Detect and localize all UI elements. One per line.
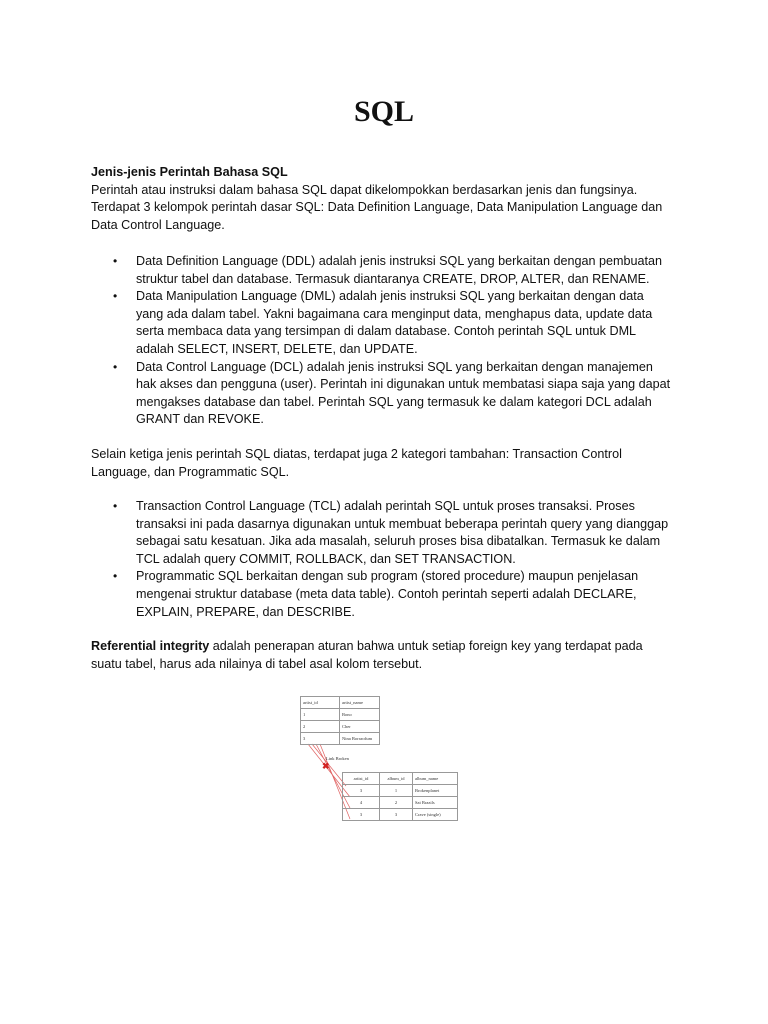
sql-types-list <box>91 253 671 429</box>
table-cell: 2 <box>380 797 413 809</box>
table-header-cell: album_id <box>380 773 413 785</box>
list-item: • Transaction Control Language (TCL) adalah perintah SQL untuk proses transaksi. Proses transaksi ini pada dasarnya digunakan untuk membuat beberapa perintah query yang dianggap sebagai satu kesatuan. Jika ada masalah, seluruh proses bisa dibatalkan. Termasuk ke dalam TCL adalah query COMMIT, ROLLBACK, dan SET TRANSACTION. <box>113 499 669 566</box>
list-item-text: Data Control Language (DCL) adalah jenis instruksi SQL yang berkaitan dengan manajemen hak akses dan pengguna (user). Perintah ini digunakan untuk membatasi siapa saja yang dapat mengakses database dan tabel. Perintah SQL yang termasuk ke dalam kategori DCL adalah GRANT dan REVOKE. <box>136 359 671 427</box>
table-header-cell: artist_name <box>340 697 380 709</box>
table-cell: Cher <box>340 721 380 733</box>
list-item-text: Transaction Control Language (TCL) adalah perintah SQL untuk proses transaksi. Proses transaksi ini pada dasarnya digunakan untuk membuat beberapa perintah query yang dianggap sebagai satu kesatuan. Jika ada masalah, seluruh proses bisa dibatalkan. Termasuk ke dalam TCL adalah query COMMIT, ROLLBACK, dan SET TRANSACTION. <box>136 499 669 566</box>
referential-integrity-diagram <box>298 694 464 826</box>
table-cell: 2 <box>301 721 340 733</box>
table-row <box>301 709 380 721</box>
referential-paragraph <box>91 638 671 673</box>
section-heading: Jenis-jenis Perintah Bahasa SQL <box>91 165 288 179</box>
list-item-text: Programmatic SQL berkaitan dengan sub program (stored procedure) maupun penjelasan mengenai struktur database (meta data table). Contoh perintah seperti adalah DECLARE, EXPLAIN, PREPARE, dan DESCRIBE. <box>136 569 639 619</box>
table-cell: 3 <box>343 809 380 821</box>
table-row <box>343 785 458 797</box>
table-row <box>301 721 380 733</box>
list-item: • Programmatic SQL berkaitan dengan sub program (stored procedure) maupun penjelasan mengenai struktur database (meta data table). Contoh perintah seperti adalah DECLARE, EXPLAIN, PREPARE, dan DESCRIBE. <box>113 569 639 619</box>
table-row <box>343 809 458 821</box>
table-row <box>343 797 458 809</box>
table-header-cell: artist_id <box>343 773 380 785</box>
link-broken-label: Link Broken <box>326 756 349 761</box>
middle-paragraph: Selain ketiga jenis perintah SQL diatas, terdapat juga 2 kategori tambahan: Transaction Control Language, dan Programmatic SQL. <box>91 447 622 479</box>
table-cell: Sai Brazils <box>413 797 458 809</box>
table-row <box>301 733 380 745</box>
list-item-text: Data Manipulation Language (DML) adalah jenis instruksi SQL yang berkaitan dengan data yang ada dalam tabel. Yakni bagaimana cara menginput data, menghapus data, update data serta membaca data yang tersimpan di dalam database. Contoh perintah SQL untuk DML adalah SELECT, INSERT, DELETE, dan UPDATE. <box>136 289 653 356</box>
extra-types-list <box>91 498 671 621</box>
table-cell: Nina Borracdum <box>340 733 380 745</box>
table-header-cell: artist_id <box>301 697 340 709</box>
list-item: • Data Definition Language (DDL) adalah jenis instruksi SQL yang berkaitan dengan pembuatan struktur tabel dan database. Termasuk diantaranya CREATE, DROP, ALTER, dan RENAME. <box>113 254 663 286</box>
referential-definition: adalah penerapan aturan bahwa untuk setiap foreign key yang terdapat pada suatu tabel, harus ada nilainya di tabel asal kolom tersebut. <box>91 639 643 671</box>
album-table <box>342 772 458 821</box>
table-cell: Crave (single) <box>413 809 458 821</box>
table-cell: 1 <box>380 785 413 797</box>
table-cell: 4 <box>343 797 380 809</box>
table-cell: 1 <box>301 709 340 721</box>
table-cell: 3 <box>343 785 380 797</box>
list-item: • Data Control Language (DCL) adalah jenis instruksi SQL yang berkaitan dengan manajemen hak akses dan pengguna (user). Perintah ini digunakan untuk membatasi siapa saja yang dapat mengakses database dan tabel. Perintah SQL yang termasuk ke dalam kategori DCL adalah GRANT dan REVOKE. <box>113 359 671 427</box>
table-cell: Brokenplanet <box>413 785 458 797</box>
table-cell: 3 <box>301 733 340 745</box>
table-cell: 3 <box>380 809 413 821</box>
referential-term: Referential integrity <box>91 639 210 653</box>
page-title: SQL <box>353 95 415 128</box>
list-item-text: Data Definition Language (DDL) adalah jenis instruksi SQL yang berkaitan dengan pembuatan struktur tabel dan database. Termasuk diantaranya CREATE, DROP, ALTER, dan RENAME. <box>136 254 663 286</box>
list-item: • Data Manipulation Language (DML) adalah jenis instruksi SQL yang berkaitan dengan data yang ada dalam tabel. Yakni bagaimana cara menginput data, menghapus data, update data serta membaca data yang tersimpan di dalam database. Contoh perintah SQL untuk DML adalah SELECT, INSERT, DELETE, dan UPDATE. <box>113 289 653 356</box>
referential-integrity-block <box>91 638 671 673</box>
intro-paragraph: Perintah atau instruksi dalam bahasa SQL dapat dikelompokkan berdasarkan jenis dan fungsinya. Terdapat 3 kelompok perintah dasar SQL: Data Definition Language, Data Manipulation Language dan Data Control Language. <box>91 182 663 232</box>
table-cell: Bono <box>340 709 380 721</box>
table-header-cell: album_name <box>413 773 458 785</box>
intro-block <box>91 164 671 234</box>
middle-paragraph-block <box>91 446 671 481</box>
broken-link-icon: ✖ <box>322 761 330 771</box>
artist-table <box>300 696 380 745</box>
